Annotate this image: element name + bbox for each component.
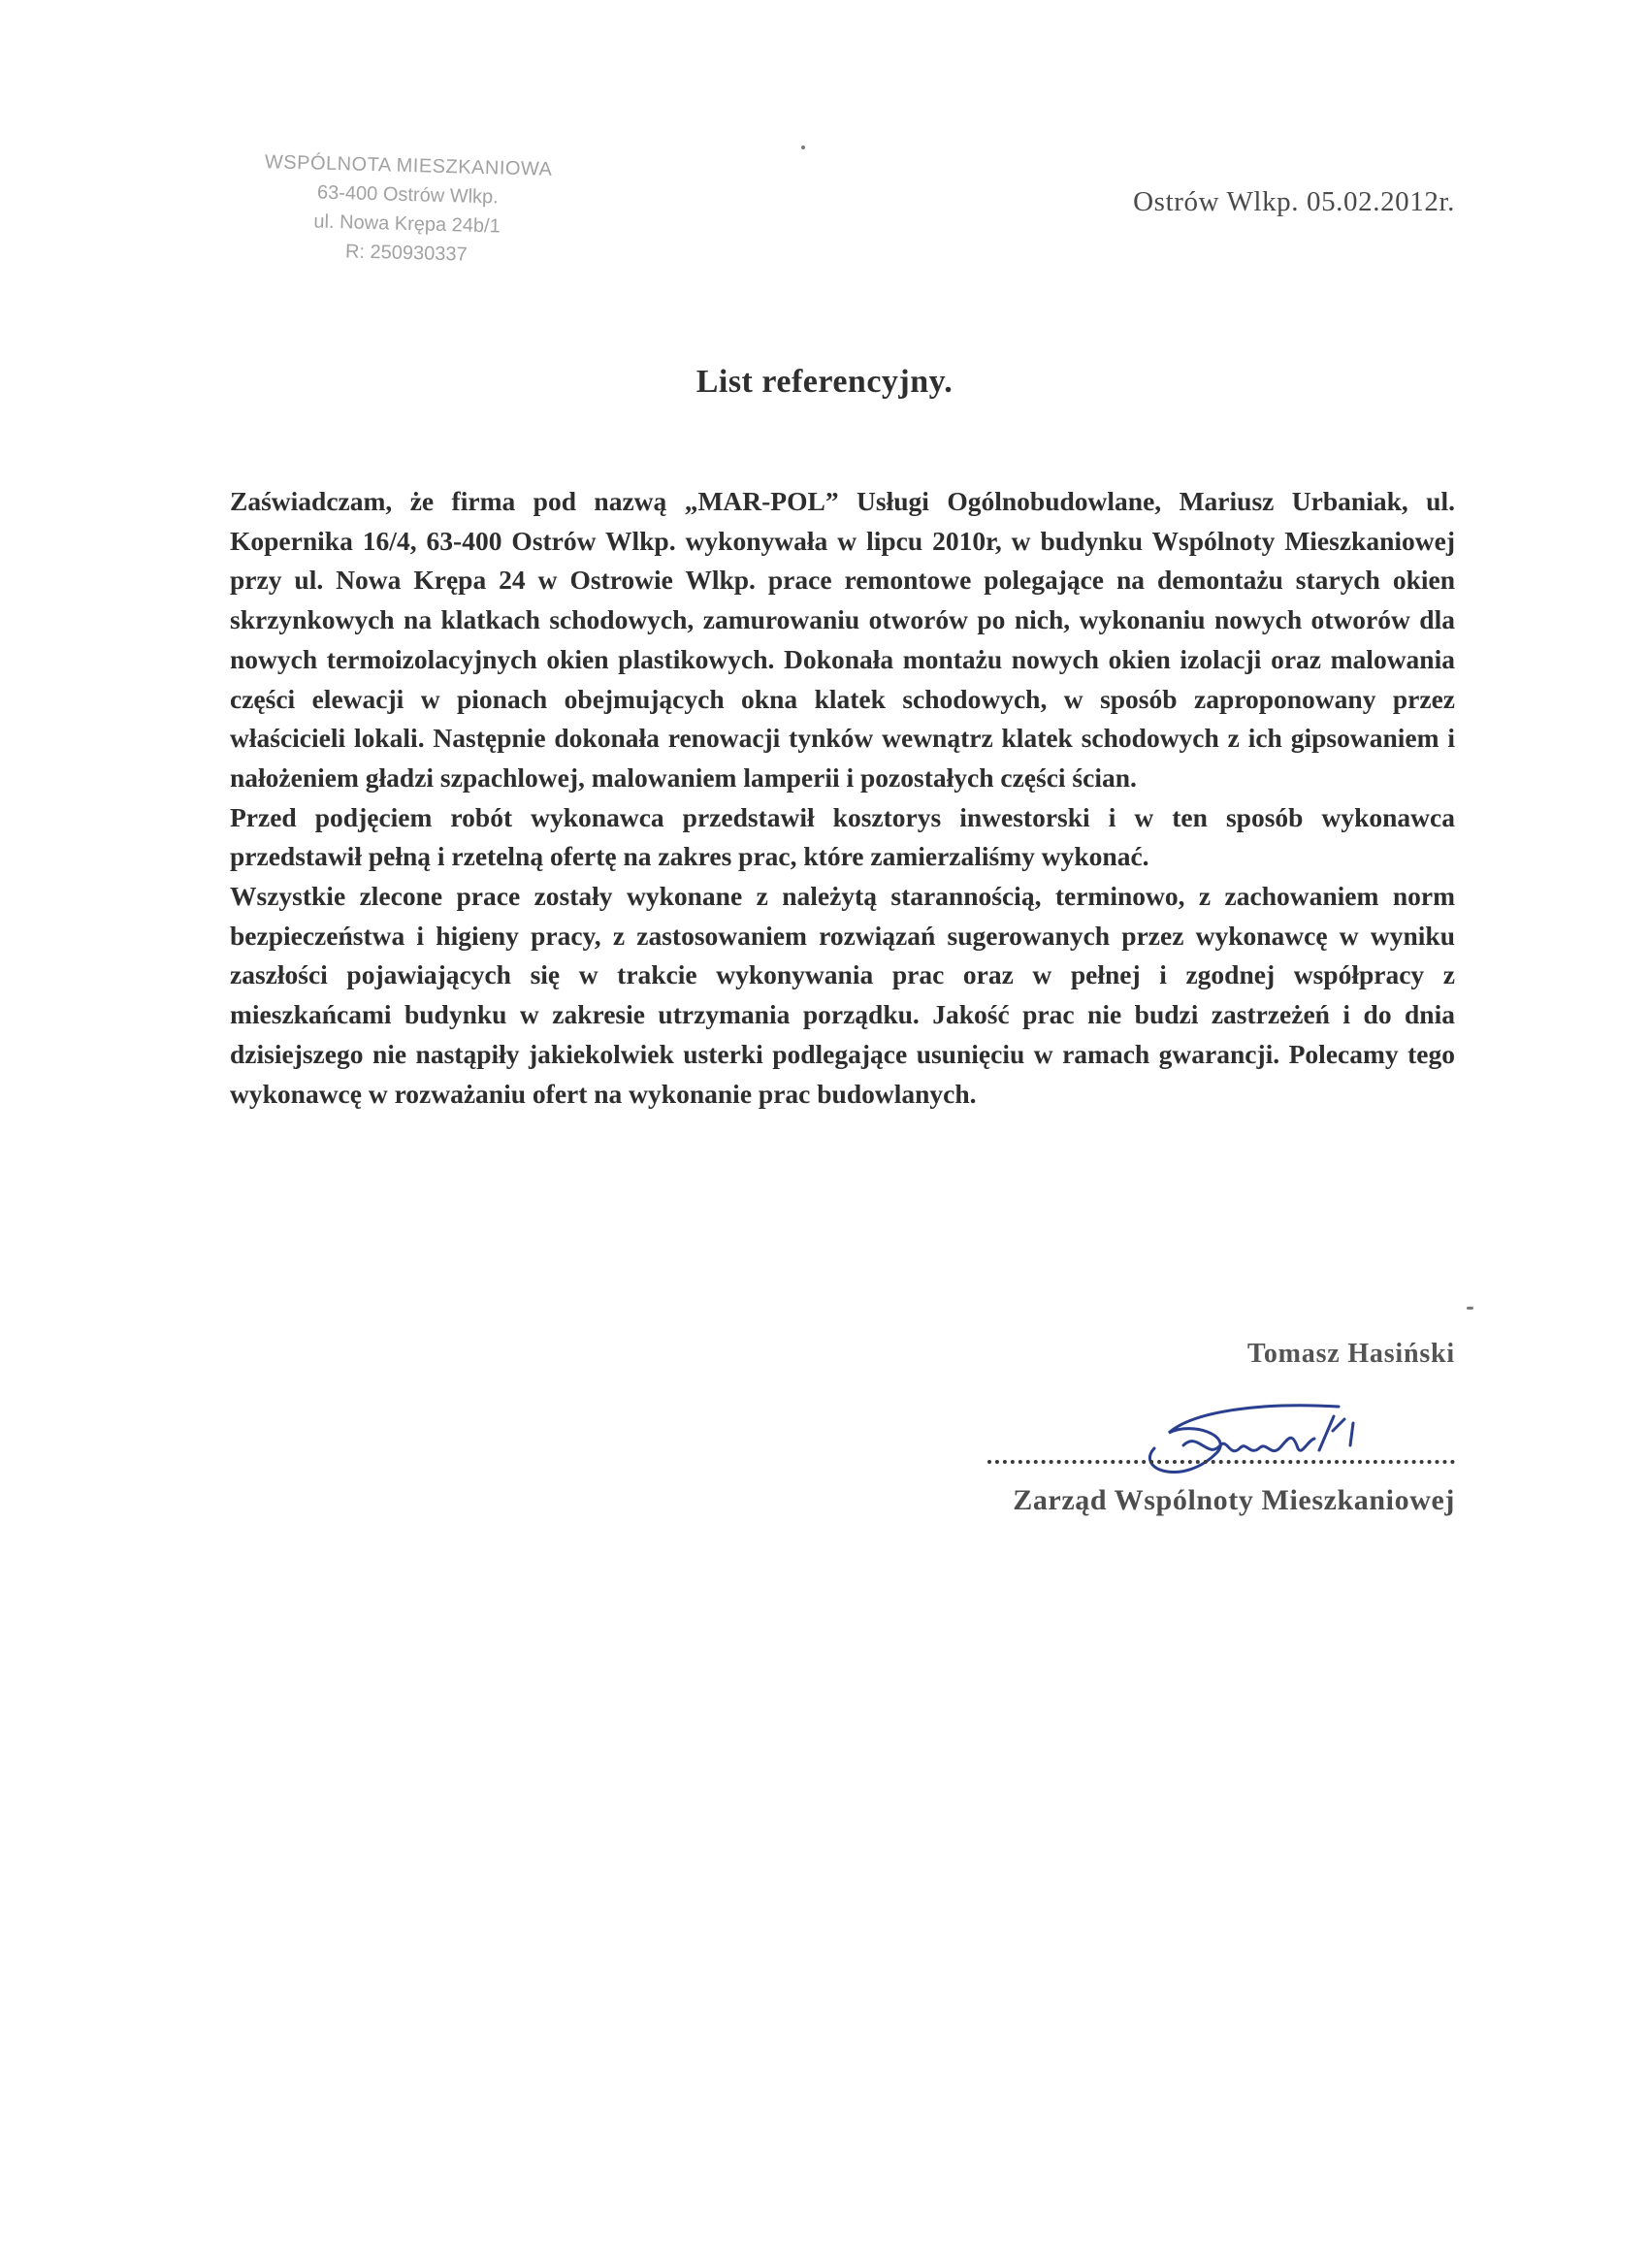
signatory-role: Zarząd Wspólnoty Mieszkaniowej	[1013, 1484, 1455, 1516]
scan-speck	[1467, 1307, 1473, 1310]
letter-title: List referencyjny.	[695, 364, 954, 400]
place-and-date: Ostrów Wlkp. 05.02.2012r.	[1133, 186, 1455, 217]
letter-body	[230, 482, 1455, 1114]
signature-dotted-line	[987, 1460, 1455, 1464]
scan-speck	[801, 146, 805, 149]
signatory-name: Tomasz Hasiński	[1246, 1339, 1455, 1369]
stamp-registry-number: R: 250930337	[344, 241, 468, 266]
handwritten-signature	[1125, 1392, 1377, 1489]
association-stamp	[245, 147, 568, 273]
body-paragraph: Wszystkie zlecone prace zostały wykonane z należytą starannością, terminowo, z zachowaniem norm bezpieczeństwa i higieny pracy, z zastosowaniem rozwiązań sugerowanych przez wykonawcę w wyniku zaszłości pojawiających się w trakcie wykonywania prac oraz w pełnej i zgodnej współpracy z mieszkańcami budynku w zakresie utrzymania porządku. Jakość prac nie budzi zastrzeżeń i do dnia dzisiejszego nie nastąpiły jakiekolwiek usterki podlegające usunięciu w ramach gwarancji. Polecamy tego wykonawcę w rozważaniu ofert na wykonanie prac budowlanych.	[230, 881, 1455, 1109]
stamp-street-address: ul. Nowa Krępa 24b/1	[313, 211, 501, 238]
body-paragraph: Zaświadczam, że firma pod nazwą „MAR-POL” Usługi Ogólnobudowlane, Mariusz Urbaniak, ul. Kopernika 16/4, 63-400 Ostrów Wlkp. wykonywała w lipcu 2010r, w budynku Wspólnoty Mieszkaniowej przy ul. Nowa Krępa 24 w Ostrowie Wlkp. prace remontowe polegające na demontażu starych okien skrzynkowych na klatkach schodowych, zamurowaniu otworów po nich, wykonaniu nowych otworów dla nowych termoizolacyjnych okien plastikowych. Dokonała montażu nowych okien izolacji oraz malowania części elewacji w pionach obejmujących okna klatek schodowych, w sposób zaproponowany przez właścicieli lokali. Następnie dokonała renowacji tynków wewnątrz klatek schodowych z ich gipsowaniem i nałożeniem gładzi szpachlowej, malowaniem lamperii i pozostałych części ścian.	[230, 486, 1455, 793]
stamp-association-name: WSPÓLNOTA MIESZKANIOWA	[264, 151, 553, 180]
stamp-postal-city: 63-400 Ostrów Wlkp.	[316, 181, 500, 209]
body-paragraph: Przed podjęciem robót wykonawca przedstawił kosztorys inwestorski i w ten sposób wykonawca przedstawił pełną i rzetelną ofertę na zakres prac, które zamierzaliśmy wykonać.	[230, 801, 1455, 872]
